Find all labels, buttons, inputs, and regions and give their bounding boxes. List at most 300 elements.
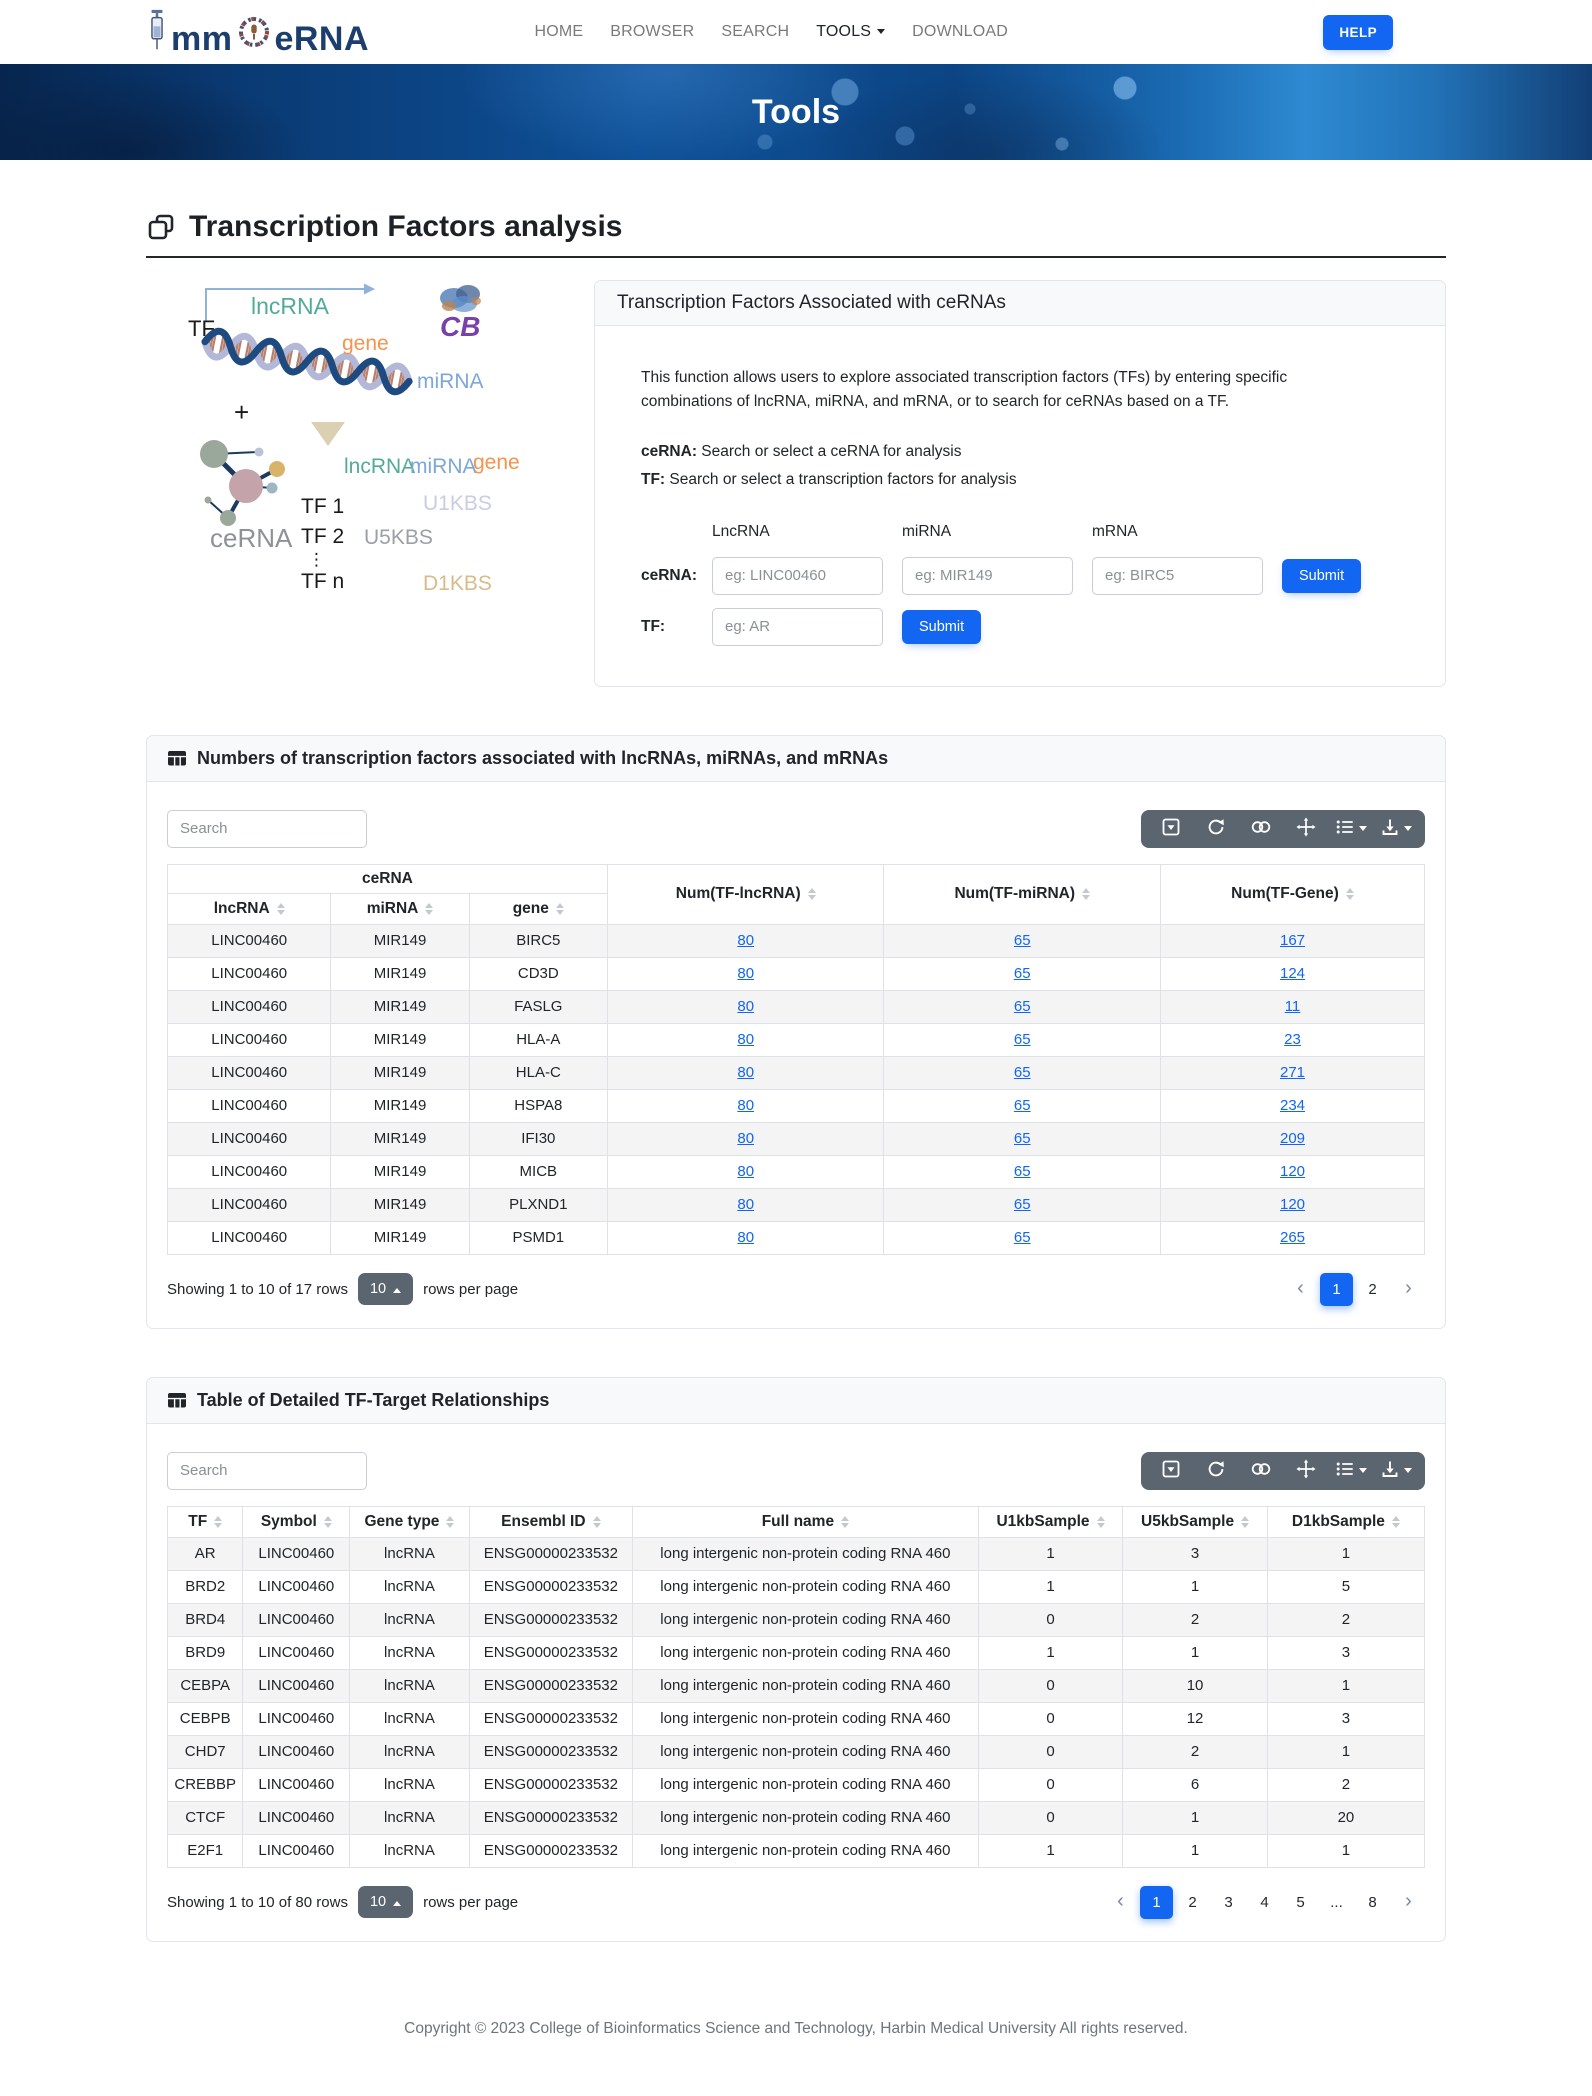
table-cell: 1 bbox=[1123, 1834, 1268, 1867]
pagination-page[interactable]: 1 bbox=[1320, 1273, 1353, 1306]
table-cell bbox=[607, 1221, 884, 1254]
hint-text-tf: Search or select a transcription factors for analysis bbox=[669, 470, 1017, 488]
table-cell: IFI30 bbox=[469, 1122, 607, 1155]
table-cell: LINC00460 bbox=[243, 1768, 350, 1801]
group-header-cerna: ceRNA bbox=[168, 864, 608, 893]
table-cell: 2 bbox=[1267, 1603, 1424, 1636]
table-cell: lncRNA bbox=[350, 1570, 469, 1603]
table-cell: 3 bbox=[1267, 1636, 1424, 1669]
table-row bbox=[168, 990, 1425, 1023]
columns-button[interactable] bbox=[1328, 1452, 1373, 1490]
count-link[interactable]: 80 bbox=[737, 1096, 755, 1114]
section-title: Transcription Factors analysis bbox=[189, 210, 623, 243]
table-cell: 1 bbox=[1267, 1735, 1424, 1768]
table-cell: 3 bbox=[1267, 1702, 1424, 1735]
svg-text:miRNA: miRNA bbox=[410, 455, 477, 478]
table-cell: LINC00460 bbox=[168, 990, 331, 1023]
table-cell: MIR149 bbox=[331, 1221, 469, 1254]
table-cell: MICB bbox=[469, 1155, 607, 1188]
table-cell bbox=[607, 1023, 884, 1056]
table-cell: long intergenic non-protein coding RNA 460 bbox=[633, 1735, 979, 1768]
nav-link-download[interactable]: DOWNLOAD bbox=[912, 23, 1008, 40]
count-link[interactable]: 209 bbox=[1279, 1129, 1306, 1147]
nav-link-browser[interactable]: BROWSER bbox=[610, 23, 695, 40]
table-cell: LINC00460 bbox=[243, 1669, 350, 1702]
count-link[interactable]: 120 bbox=[1279, 1195, 1306, 1213]
table-cell: lncRNA bbox=[350, 1669, 469, 1702]
help-button[interactable]: HELP bbox=[1323, 15, 1393, 50]
logo-text-part1: mm bbox=[171, 19, 233, 58]
hint-term-cerna: ceRNA: bbox=[641, 443, 697, 461]
count-link[interactable]: 124 bbox=[1279, 964, 1306, 982]
table-cell: 5 bbox=[1267, 1570, 1424, 1603]
table-cell: E2F1 bbox=[168, 1834, 243, 1867]
table-row bbox=[168, 1089, 1425, 1122]
table-cell bbox=[884, 1188, 1161, 1221]
nav-link-search[interactable]: SEARCH bbox=[721, 23, 790, 40]
table-cell bbox=[1161, 1056, 1425, 1089]
table-cell bbox=[884, 957, 1161, 990]
count-link[interactable]: 167 bbox=[1279, 931, 1306, 949]
pagination-toggle-button[interactable] bbox=[1148, 810, 1193, 848]
sort-icon bbox=[1392, 1512, 1400, 1532]
page-title: Tools bbox=[751, 92, 841, 131]
svg-text:TF n: TF n bbox=[301, 570, 345, 593]
pagination-next[interactable]: › bbox=[1405, 1889, 1412, 1912]
table2-search-input[interactable] bbox=[167, 1452, 367, 1490]
svg-text:TF 1: TF 1 bbox=[301, 495, 345, 518]
col-header-num-tf-mirna[interactable]: Num(TF-miRNA) bbox=[884, 864, 1161, 924]
refresh-icon bbox=[1206, 817, 1226, 840]
svg-text:TF 2: TF 2 bbox=[301, 525, 345, 548]
tf-card-description: This function allows users to explore associated transcription factors (TFs) by entering specific combinations of lncRNA, miRNA, and mRNA, or to search for ceRNAs based on a TF. bbox=[641, 369, 1288, 411]
hero-banner bbox=[0, 64, 1592, 160]
table-cell: lncRNA bbox=[350, 1735, 469, 1768]
table-cell: HLA-A bbox=[469, 1023, 607, 1056]
table-row bbox=[168, 1603, 1425, 1636]
tf-form bbox=[641, 520, 1399, 646]
table-cell: MIR149 bbox=[331, 1155, 469, 1188]
tf-row-label: TF: bbox=[641, 617, 666, 635]
section-header bbox=[146, 210, 1446, 244]
svg-text:lncRNA: lncRNA bbox=[344, 455, 416, 478]
table-icon bbox=[167, 748, 187, 768]
pagination-page[interactable]: 2 bbox=[1368, 1280, 1377, 1298]
col-header-symbol[interactable]: Symbol bbox=[243, 1506, 350, 1537]
col-header-ensembl-id[interactable]: Ensembl ID bbox=[469, 1506, 632, 1537]
pagination-ellipsis: ... bbox=[1330, 1893, 1343, 1911]
table1-title: Numbers of transcription factors associated with lncRNAs, miRNAs, and mRNAs bbox=[197, 747, 889, 768]
pagination-prev[interactable]: ‹ bbox=[1117, 1889, 1124, 1912]
pagination-prev[interactable]: ‹ bbox=[1297, 1276, 1304, 1299]
mirna-field-label: miRNA bbox=[902, 522, 952, 540]
sort-icon bbox=[1241, 1512, 1249, 1532]
table-cell: long intergenic non-protein coding RNA 460 bbox=[633, 1570, 979, 1603]
mrna-input[interactable] bbox=[1092, 557, 1263, 595]
table-cell bbox=[884, 1056, 1161, 1089]
circular-rna-icon bbox=[237, 15, 271, 54]
count-link[interactable]: 80 bbox=[737, 1162, 755, 1180]
table-cell bbox=[1161, 924, 1425, 957]
export-button[interactable] bbox=[1373, 810, 1418, 848]
svg-text:CB: CB bbox=[440, 311, 481, 342]
table-cell: 2 bbox=[1123, 1603, 1268, 1636]
table-cell: 1 bbox=[1267, 1537, 1424, 1570]
count-link[interactable]: 80 bbox=[737, 997, 755, 1015]
card-view-toggle-button[interactable] bbox=[1238, 810, 1283, 848]
pagination-next[interactable]: › bbox=[1405, 1276, 1412, 1299]
table-cell: CTCF bbox=[168, 1801, 243, 1834]
chevron-down-icon bbox=[1359, 826, 1367, 835]
count-link[interactable]: 271 bbox=[1279, 1063, 1306, 1081]
count-link[interactable]: 23 bbox=[1284, 1030, 1301, 1048]
tf-card-hints bbox=[641, 438, 1399, 494]
table-cell bbox=[1161, 1188, 1425, 1221]
chevron-down-icon bbox=[1359, 1468, 1367, 1477]
table-cell: LINC00460 bbox=[243, 1636, 350, 1669]
count-link[interactable]: 11 bbox=[1284, 997, 1301, 1015]
table-row bbox=[168, 1023, 1425, 1056]
table-cell: LINC00460 bbox=[168, 924, 331, 957]
lncrna-input[interactable] bbox=[712, 557, 883, 595]
table-cell: long intergenic non-protein coding RNA 460 bbox=[633, 1801, 979, 1834]
table2-page-size-dropdown[interactable]: 10 bbox=[358, 1886, 413, 1918]
table-cell bbox=[1161, 1089, 1425, 1122]
table-cell: 1 bbox=[978, 1834, 1123, 1867]
hint-term-tf: TF: bbox=[641, 470, 666, 488]
navbar bbox=[0, 0, 1592, 64]
table-cell: LINC00460 bbox=[243, 1603, 350, 1636]
tf-input[interactable] bbox=[712, 608, 883, 646]
col-header-gene[interactable]: gene bbox=[469, 893, 607, 924]
table-cell: lncRNA bbox=[350, 1702, 469, 1735]
table-cell: ENSG00000233532 bbox=[469, 1735, 632, 1768]
count-link[interactable]: 65 bbox=[1013, 1096, 1031, 1114]
table-cell bbox=[607, 957, 884, 990]
count-link[interactable]: 65 bbox=[1013, 1228, 1031, 1246]
table-cell: lncRNA bbox=[350, 1834, 469, 1867]
tf-numbers-table bbox=[167, 864, 1425, 1255]
table-cell: 2 bbox=[1123, 1735, 1268, 1768]
table-cell bbox=[884, 924, 1161, 957]
table-row bbox=[168, 1735, 1425, 1768]
section-divider bbox=[146, 256, 1446, 258]
table-cell: BRD9 bbox=[168, 1636, 243, 1669]
table-row bbox=[168, 1570, 1425, 1603]
table-cell: LINC00460 bbox=[168, 1221, 331, 1254]
refresh-button[interactable] bbox=[1193, 1452, 1238, 1490]
table2-showing-text: Showing 1 to 10 of 80 rows bbox=[167, 1893, 348, 1911]
table-cell: HSPA8 bbox=[469, 1089, 607, 1122]
table-cell: MIR149 bbox=[331, 1089, 469, 1122]
chevron-down-icon bbox=[877, 29, 885, 38]
count-link[interactable]: 65 bbox=[1013, 964, 1031, 982]
count-link[interactable]: 80 bbox=[737, 1129, 755, 1147]
table-cell bbox=[1161, 1155, 1425, 1188]
sort-icon bbox=[1097, 1512, 1105, 1532]
table-cell: BIRC5 bbox=[469, 924, 607, 957]
table-cell: BRD4 bbox=[168, 1603, 243, 1636]
table-cell: 0 bbox=[978, 1702, 1123, 1735]
table-cell: 0 bbox=[978, 1768, 1123, 1801]
export-icon bbox=[1380, 1459, 1400, 1482]
chevron-up-icon bbox=[393, 1284, 401, 1293]
table-cell: LINC00460 bbox=[243, 1570, 350, 1603]
table-cell: lncRNA bbox=[350, 1636, 469, 1669]
table-cell: LINC00460 bbox=[168, 1155, 331, 1188]
svg-text:ceRNA: ceRNA bbox=[210, 523, 293, 553]
table-cell: CD3D bbox=[469, 957, 607, 990]
table-cell: ENSG00000233532 bbox=[469, 1537, 632, 1570]
table-row bbox=[168, 1801, 1425, 1834]
table-cell bbox=[1161, 957, 1425, 990]
table-cell bbox=[884, 990, 1161, 1023]
col-header-full-name[interactable]: Full name bbox=[633, 1506, 979, 1537]
table-cell: 6 bbox=[1123, 1768, 1268, 1801]
lncrna-field-label: LncRNA bbox=[712, 522, 770, 540]
table-cell: PSMD1 bbox=[469, 1221, 607, 1254]
table1-showing-text: Showing 1 to 10 of 17 rows bbox=[167, 1280, 348, 1298]
count-link[interactable]: 80 bbox=[737, 1063, 755, 1081]
sort-icon bbox=[1082, 884, 1090, 904]
pagination-page[interactable]: 5 bbox=[1296, 1893, 1305, 1911]
col-header-lncrna[interactable]: lncRNA bbox=[168, 893, 331, 924]
col-header-d1kbsample[interactable]: D1kbSample bbox=[1267, 1506, 1424, 1537]
pagination-page[interactable]: 8 bbox=[1368, 1893, 1377, 1911]
table-cell bbox=[884, 1089, 1161, 1122]
clone-icon bbox=[146, 212, 176, 242]
sort-icon bbox=[324, 1512, 332, 1532]
table-cell: 1 bbox=[978, 1537, 1123, 1570]
table1-search-input[interactable] bbox=[167, 810, 367, 848]
table-cell: LINC00460 bbox=[243, 1735, 350, 1768]
count-link[interactable]: 65 bbox=[1013, 1063, 1031, 1081]
table-cell bbox=[884, 1221, 1161, 1254]
table-cell: 1 bbox=[1123, 1801, 1268, 1834]
table-cell: LINC00460 bbox=[168, 1023, 331, 1056]
table-cell: MIR149 bbox=[331, 924, 469, 957]
table-row bbox=[168, 1122, 1425, 1155]
columns-icon bbox=[1335, 817, 1355, 840]
table-cell bbox=[884, 1023, 1161, 1056]
count-link[interactable]: 65 bbox=[1013, 1162, 1031, 1180]
count-link[interactable]: 80 bbox=[737, 931, 755, 949]
fullscreen-button[interactable] bbox=[1283, 1452, 1328, 1490]
tf-cerna-diagram bbox=[146, 276, 588, 611]
mirna-input[interactable] bbox=[902, 557, 1073, 595]
fullscreen-button[interactable] bbox=[1283, 810, 1328, 848]
tf-submit-button[interactable]: Submit bbox=[902, 610, 981, 644]
table-cell: 1 bbox=[1123, 1570, 1268, 1603]
table-cell: LINC00460 bbox=[168, 1089, 331, 1122]
table-cell: CREBBP bbox=[168, 1768, 243, 1801]
table-cell: CEBPA bbox=[168, 1669, 243, 1702]
table-cell: ENSG00000233532 bbox=[469, 1669, 632, 1702]
pagination-page[interactable]: 2 bbox=[1188, 1893, 1197, 1911]
table-cell: 0 bbox=[978, 1603, 1123, 1636]
svg-text:gene: gene bbox=[473, 451, 520, 474]
table-cell: LINC00460 bbox=[168, 957, 331, 990]
table2-title: Table of Detailed TF-Target Relationships bbox=[197, 1389, 550, 1410]
cerna-submit-button[interactable]: Submit bbox=[1282, 559, 1361, 593]
table-cell: lncRNA bbox=[350, 1537, 469, 1570]
table-row bbox=[168, 1537, 1425, 1570]
svg-text:U1KBS: U1KBS bbox=[423, 492, 492, 515]
fullscreen-icon bbox=[1296, 1459, 1316, 1482]
table-cell bbox=[607, 1056, 884, 1089]
table-cell: long intergenic non-protein coding RNA 460 bbox=[633, 1768, 979, 1801]
table-row bbox=[168, 1834, 1425, 1867]
card-view-toggle-button[interactable] bbox=[1238, 1452, 1283, 1490]
col-header-num-tf-lncrna[interactable]: Num(TF-lncRNA) bbox=[607, 864, 884, 924]
nav-link-tools[interactable]: TOOLS bbox=[816, 23, 885, 41]
count-link[interactable]: 120 bbox=[1279, 1162, 1306, 1180]
sort-icon bbox=[214, 1512, 222, 1532]
table-cell: lncRNA bbox=[350, 1768, 469, 1801]
app-logo[interactable] bbox=[146, 9, 369, 56]
sort-icon bbox=[277, 899, 285, 919]
table-cell: lncRNA bbox=[350, 1801, 469, 1834]
count-link[interactable]: 265 bbox=[1279, 1228, 1306, 1246]
table-row bbox=[168, 1155, 1425, 1188]
pagination-page[interactable]: 4 bbox=[1260, 1893, 1269, 1911]
pagination-page[interactable]: 1 bbox=[1140, 1886, 1173, 1919]
sort-icon bbox=[556, 899, 564, 919]
col-header-u5kbsample[interactable]: U5kbSample bbox=[1123, 1506, 1268, 1537]
col-header-mirna[interactable]: miRNA bbox=[331, 893, 469, 924]
syringe-icon bbox=[146, 9, 168, 56]
table-cell: LINC00460 bbox=[168, 1122, 331, 1155]
col-header-gene-type[interactable]: Gene type bbox=[350, 1506, 469, 1537]
table-cell: lncRNA bbox=[350, 1603, 469, 1636]
table-cell: ENSG00000233532 bbox=[469, 1636, 632, 1669]
table-cell bbox=[607, 1188, 884, 1221]
count-link[interactable]: 80 bbox=[737, 1228, 755, 1246]
tf-search-card bbox=[594, 280, 1446, 687]
table-cell: 1 bbox=[1267, 1834, 1424, 1867]
nav-link-home[interactable]: HOME bbox=[534, 23, 584, 40]
col-header-u1kbsample[interactable]: U1kbSample bbox=[978, 1506, 1123, 1537]
card-view-toggle-icon bbox=[1250, 817, 1272, 840]
table-row bbox=[168, 1188, 1425, 1221]
refresh-icon bbox=[1206, 1459, 1226, 1482]
sort-icon bbox=[808, 884, 816, 904]
table-cell: MIR149 bbox=[331, 1122, 469, 1155]
chevron-down-icon bbox=[1404, 1468, 1412, 1477]
svg-text:TF: TF bbox=[188, 316, 215, 341]
table-cell: AR bbox=[168, 1537, 243, 1570]
svg-text:+: + bbox=[234, 397, 250, 427]
table-cell: MIR149 bbox=[331, 1056, 469, 1089]
table-cell: long intergenic non-protein coding RNA 460 bbox=[633, 1636, 979, 1669]
count-link[interactable]: 65 bbox=[1013, 931, 1031, 949]
count-link[interactable]: 234 bbox=[1279, 1096, 1306, 1114]
export-button[interactable] bbox=[1373, 1452, 1418, 1490]
table-cell: 2 bbox=[1267, 1768, 1424, 1801]
count-link[interactable]: 80 bbox=[737, 1030, 755, 1048]
table-row bbox=[168, 1702, 1425, 1735]
table-cell: LINC00460 bbox=[243, 1834, 350, 1867]
table-cell: LINC00460 bbox=[243, 1702, 350, 1735]
columns-button[interactable] bbox=[1328, 810, 1373, 848]
logo-text-part2: eRNA bbox=[274, 19, 370, 58]
table-row bbox=[168, 957, 1425, 990]
table-cell: HLA-C bbox=[469, 1056, 607, 1089]
table-cell: ENSG00000233532 bbox=[469, 1801, 632, 1834]
table-cell bbox=[607, 1089, 884, 1122]
pagination-toggle-button[interactable] bbox=[1148, 1452, 1193, 1490]
table-cell: ENSG00000233532 bbox=[469, 1834, 632, 1867]
table-row bbox=[168, 1221, 1425, 1254]
table-icon bbox=[167, 1390, 187, 1410]
table-cell: 0 bbox=[978, 1669, 1123, 1702]
table-cell bbox=[607, 1155, 884, 1188]
table-cell bbox=[884, 1155, 1161, 1188]
table-cell: CHD7 bbox=[168, 1735, 243, 1768]
count-link[interactable]: 65 bbox=[1013, 1195, 1031, 1213]
col-header-num-tf-gene[interactable]: Num(TF-Gene) bbox=[1161, 864, 1425, 924]
table-cell: long intergenic non-protein coding RNA 460 bbox=[633, 1537, 979, 1570]
tf-target-table bbox=[167, 1506, 1425, 1868]
count-link[interactable]: 80 bbox=[737, 1195, 755, 1213]
hint-text-cerna: Search or select a ceRNA for analysis bbox=[701, 443, 962, 461]
table-cell bbox=[607, 924, 884, 957]
table-cell bbox=[1161, 1023, 1425, 1056]
table-cell: LINC00460 bbox=[168, 1188, 331, 1221]
table-cell: ENSG00000233532 bbox=[469, 1603, 632, 1636]
table-cell: 20 bbox=[1267, 1801, 1424, 1834]
table-cell: ENSG00000233532 bbox=[469, 1702, 632, 1735]
table-cell: MIR149 bbox=[331, 1023, 469, 1056]
sort-icon bbox=[593, 1512, 601, 1532]
table1-page-size-dropdown[interactable]: 10 bbox=[358, 1273, 413, 1305]
tf-card-title: Transcription Factors Associated with ceRNAs bbox=[595, 281, 1445, 326]
table-cell: long intergenic non-protein coding RNA 460 bbox=[633, 1669, 979, 1702]
count-link[interactable]: 65 bbox=[1013, 1129, 1031, 1147]
copyright-text: Copyright © 2023 College of Bioinformatics Science and Technology, Harbin Medical University All rights reserved. bbox=[404, 2019, 1188, 2037]
table-cell: 1 bbox=[978, 1636, 1123, 1669]
table-cell: LINC00460 bbox=[243, 1537, 350, 1570]
table-cell: 3 bbox=[1123, 1537, 1268, 1570]
table-cell: LINC00460 bbox=[243, 1801, 350, 1834]
table-cell: 0 bbox=[978, 1735, 1123, 1768]
table-cell: CEBPB bbox=[168, 1702, 243, 1735]
table-cell bbox=[1161, 1221, 1425, 1254]
table-cell bbox=[607, 990, 884, 1023]
table2-toolbar bbox=[1141, 1452, 1425, 1490]
table-cell: ENSG00000233532 bbox=[469, 1768, 632, 1801]
table-cell: PLXND1 bbox=[469, 1188, 607, 1221]
col-header-tf[interactable]: TF bbox=[168, 1506, 243, 1537]
table1-toolbar bbox=[1141, 810, 1425, 848]
svg-text:⋮: ⋮ bbox=[308, 550, 325, 569]
count-link[interactable]: 65 bbox=[1013, 997, 1031, 1015]
pagination-page[interactable]: 3 bbox=[1224, 1893, 1233, 1911]
pagination-toggle-icon bbox=[1161, 1459, 1181, 1482]
chevron-down-icon bbox=[1404, 826, 1412, 835]
refresh-button[interactable] bbox=[1193, 810, 1238, 848]
count-link[interactable]: 80 bbox=[737, 964, 755, 982]
pagination-toggle-icon bbox=[1161, 817, 1181, 840]
table-cell: long intergenic non-protein coding RNA 460 bbox=[633, 1603, 979, 1636]
svg-text:miRNA: miRNA bbox=[417, 370, 484, 393]
cb-logo bbox=[440, 285, 481, 312]
count-link[interactable]: 65 bbox=[1013, 1030, 1031, 1048]
table-row bbox=[168, 924, 1425, 957]
rows-per-page-label: rows per page bbox=[423, 1893, 519, 1911]
svg-text:D1KBS: D1KBS bbox=[423, 572, 492, 595]
table-cell: long intergenic non-protein coding RNA 460 bbox=[633, 1834, 979, 1867]
